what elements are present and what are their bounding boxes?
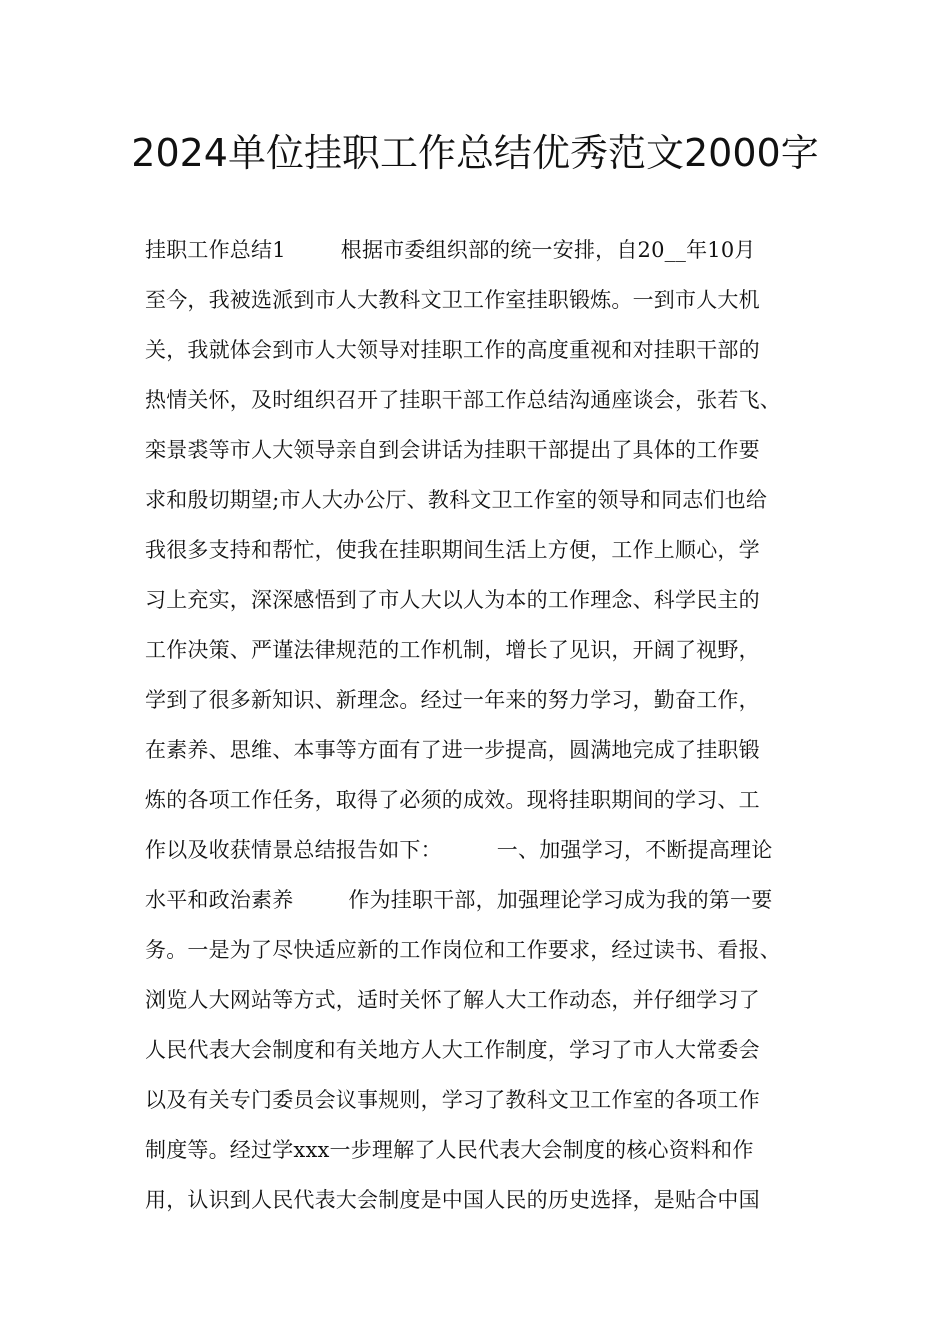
body-line: 作以及收获情景总结报告如下： 一、加强学习，不断提高理论 [145, 838, 773, 862]
body-line: 炼的各项工作任务，取得了必须的成效。现将挂职期间的学习、工 [145, 788, 760, 812]
body-line: 浏览人大网站等方式，适时关怀了解人大工作动态，并仔细学习了 [145, 988, 760, 1012]
document-body [145, 232, 835, 1232]
body-line: 在素养、思维、本事等方面有了进一步提高，圆满地完成了挂职锻 [145, 738, 760, 762]
body-line: 习上充实，深深感悟到了市人大以人为本的工作理念、科学民主的 [145, 588, 760, 612]
body-line: 挂职工作总结1 根据市委组织部的统一安排，自20__年10月 [145, 238, 756, 262]
document-title: 2024单位挂职工作总结优秀范文2000字 [131, 131, 819, 175]
body-line: 热情关怀，及时组织召开了挂职干部工作总结沟通座谈会，张若飞、 [145, 388, 781, 412]
body-line: 用，认识到人民代表大会制度是中国人民的历史选择，是贴合中国 [145, 1188, 760, 1212]
body-line: 制度等。经过学xxx一步理解了人民代表大会制度的核心资料和作 [145, 1138, 754, 1162]
body-line: 以及有关专门委员会议事规则，学习了教科文卫工作室的各项工作 [145, 1088, 760, 1112]
body-line: 至今，我被选派到市人大教科文卫工作室挂职锻炼。一到市人大机 [145, 288, 760, 312]
body-line: 学到了很多新知识、新理念。经过一年来的努力学习，勤奋工作， [145, 688, 760, 712]
body-line: 栾景裘等市人大领导亲自到会讲话为挂职干部提出了具体的工作要 [145, 438, 760, 462]
body-line: 务。一是为了尽快适应新的工作岗位和工作要求，经过读书、看报、 [145, 938, 781, 962]
body-line: 关，我就体会到市人大领导对挂职工作的高度重视和对挂职干部的 [145, 338, 760, 362]
body-line: 人民代表大会制度和有关地方人大工作制度，学习了市人大常委会 [145, 1038, 760, 1062]
body-line: 水平和政治素养 作为挂职干部，加强理论学习成为我的第一要 [145, 888, 773, 912]
body-line: 求和殷切期望;市人大办公厅、教科文卫工作室的领导和同志们也给 [145, 488, 768, 512]
body-line: 工作决策、严谨法律规范的工作机制，增长了见识，开阔了视野， [145, 638, 760, 662]
body-line: 我很多支持和帮忙，使我在挂职期间生活上方便，工作上顺心，学 [145, 538, 760, 562]
